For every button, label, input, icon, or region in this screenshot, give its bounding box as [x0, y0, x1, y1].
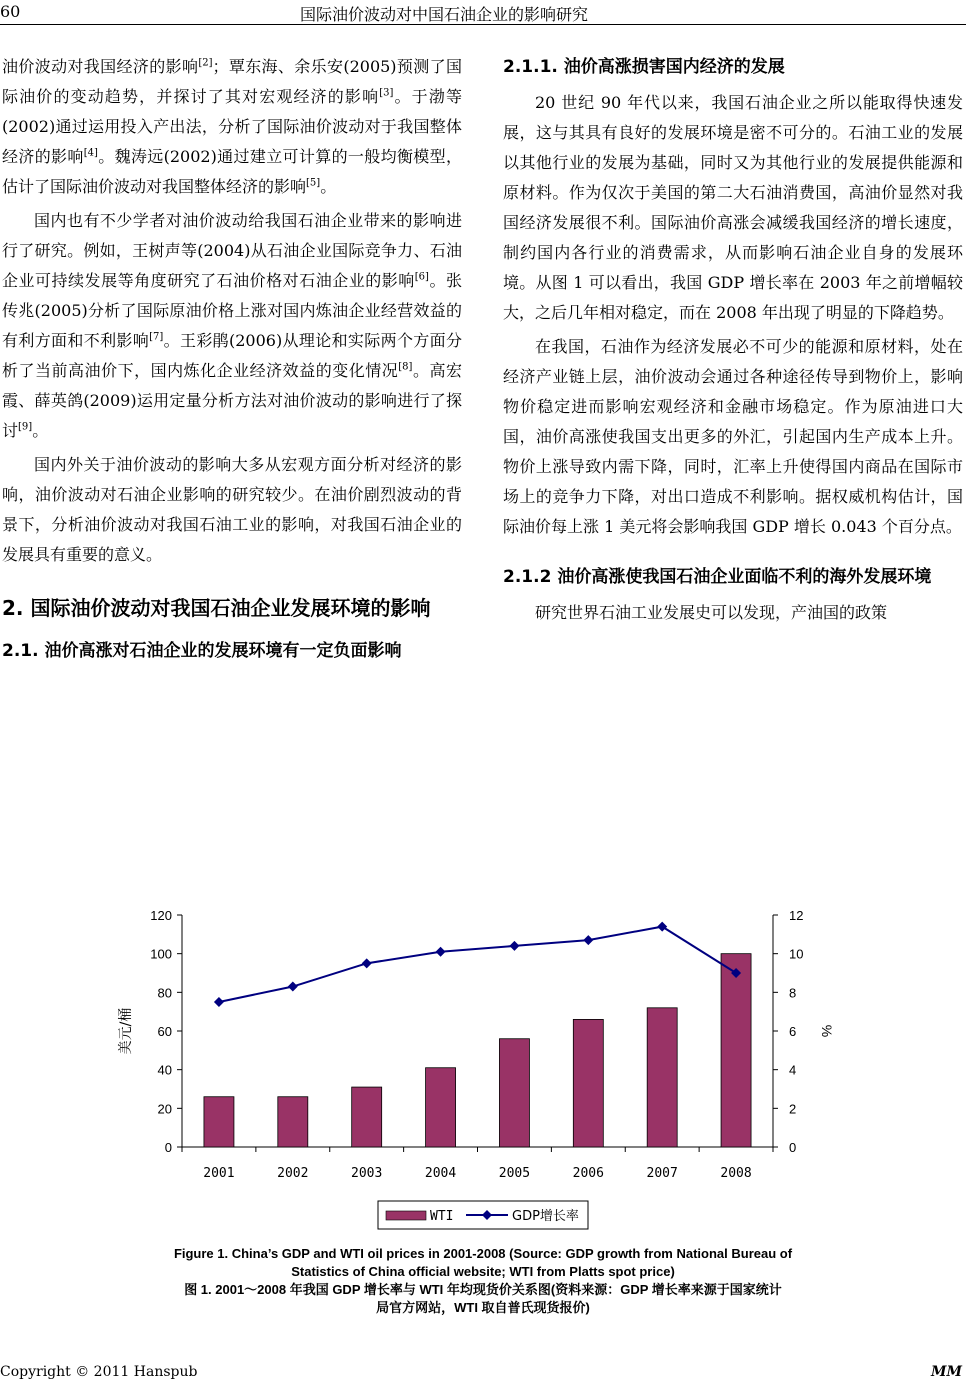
- citation-ref: [4]: [83, 147, 98, 159]
- x-tick-label: 2004: [424, 1166, 457, 1181]
- gdp-growth-point: [214, 997, 224, 1007]
- right-tick-label: 2: [789, 1101, 797, 1117]
- wti-bar: [426, 1068, 456, 1147]
- citation-ref: [7]: [149, 331, 164, 343]
- x-tick-label: 2006: [572, 1166, 604, 1181]
- gdp-growth-point: [436, 947, 446, 957]
- left-axis-label: 美元/桶: [118, 1007, 134, 1055]
- wti-bar: [499, 1039, 529, 1147]
- legend-gdp-label: GDP增长率: [512, 1209, 579, 1224]
- left-tick-label: 20: [157, 1101, 172, 1117]
- paragraph-literature-2: 国内也有不少学者对油价波动给我国石油企业带来的影响进行了研究。例如，王树声等(2004)从石油企业国际竞争力、石油企业可持续发展等角度研究了石油价格对石油企业的影响[6]。张传兆(2005)分析了国际原油价格上涨对国内炼油企业经营效益的有利方面和不利影响[7]。王彩鹃(2006)从理论和实际两个方面分析了当前高油价下，国内炼化企业经济效益的变化情况[8]。高宏霞、薛英鸽(2009)运用定量分析方法对油价波动的影响进行了探讨[9]。: [2, 211, 462, 440]
- legend-wti-label: WTI: [430, 1209, 454, 1224]
- paragraph-literature-3: 国内外关于油价波动的影响大多从宏观方面分析对经济的影响，油价波动对石油企业影响的研究较少。在油价剧烈波动的背景下，分析油价波动对我国石油工业的影响，对我国石油企业的发展具有重要的意义。: [2, 455, 462, 564]
- left-tick-label: 100: [150, 946, 172, 962]
- left-column: [2, 52, 462, 672]
- wti-bar: [278, 1097, 308, 1147]
- left-tick-label: 0: [164, 1140, 172, 1155]
- x-tick-label: 2001: [203, 1166, 235, 1181]
- section-heading-2-1: 2.1. 油价高涨对石油企业的发展环境有一定负面影响: [2, 641, 402, 661]
- wti-bar: [647, 1008, 677, 1147]
- figure-1-chart: [110, 895, 856, 1235]
- section-heading-2-1-1: 2.1.1. 油价高涨损害国内经济的发展: [503, 57, 785, 77]
- paragraph-literature-1: 油价波动对我国经济的影响[2]；覃东海、余乐安(2005)预测了国际油价的变动趋势，并探讨了其对宏观经济的影响[3]。于渤等(2002)通过运用投入产出法，分析了国际油价波动对于我国整体经济的影响[4]。魏涛远(2002)通过建立可计算的一般均衡模型，估计了国际油价波动对我国整体经济的影响[5]。: [2, 57, 462, 196]
- wti-bar: [352, 1087, 382, 1147]
- left-tick-label: 120: [150, 908, 172, 923]
- citation-ref: [9]: [18, 421, 33, 433]
- gdp-growth-point: [583, 935, 593, 945]
- caption-zh-line2: 局官方网站，WTI 取自普氏现货报价): [376, 1300, 590, 1315]
- paragraph-2-1-1-b: 在我国，石油作为经济发展必不可少的能源和原材料，处在经济产业链上层，油价波动会通过各种途径传导到物价上，影响物价稳定进而影响宏观经济和金融市场稳定。作为原油进口大国，油价高涨使我国支出更多的外汇，引起国内生产成本上升。物价上涨导致内需下降，同时，汇率上升使得国内商品在国际市场上的竞争力下降，对出口造成不利影响。据权威机构估计，国际油价每上涨 1 美元将会影响我国 GDP 增长 0.043 个百分点。: [503, 337, 963, 536]
- citation-ref: [3]: [379, 87, 394, 99]
- gdp-growth-point: [509, 941, 519, 951]
- caption-en-line1: Figure 1. China’s GDP and WTI oil prices in 2001-2008 (Source: GDP growth from National Bureau of: [173, 1246, 793, 1261]
- x-tick-label: 2008: [720, 1166, 752, 1181]
- page-number: 60: [0, 2, 21, 21]
- gdp-growth-point: [657, 922, 667, 932]
- copyright: Copyright © 2011 Hanspub: [0, 1364, 198, 1380]
- wti-bar: [204, 1097, 234, 1147]
- header-rule: [0, 24, 966, 25]
- left-tick-label: 40: [157, 1062, 172, 1078]
- right-tick-label: 0: [789, 1140, 797, 1155]
- gdp-growth-point: [288, 982, 298, 992]
- right-column: [503, 52, 963, 632]
- citation-ref: [6]: [414, 271, 429, 283]
- wti-bar: [573, 1019, 603, 1147]
- citation-ref: [5]: [306, 177, 321, 189]
- left-tick-label: 60: [157, 1024, 172, 1039]
- running-title: 国际油价波动对中国石油企业的影响研究: [300, 5, 589, 24]
- left-tick-label: 80: [157, 985, 172, 1001]
- x-tick-label: 2002: [277, 1166, 309, 1181]
- legend-wti-swatch: [386, 1211, 426, 1220]
- gdp-growth-point: [362, 958, 372, 968]
- right-tick-label: 10: [789, 946, 804, 962]
- caption-zh-line1: 图 1. 2001～2008 年我国 GDP 增长率与 WTI 年均现货价关系图(资料来源：GDP 增长率来源于国家统计: [184, 1282, 782, 1297]
- right-axis-label: %: [819, 1024, 835, 1038]
- citation-ref: [8]: [398, 361, 413, 373]
- right-tick-label: 12: [789, 908, 804, 923]
- paragraph-2-1-2-a: 研究世界石油工业发展史可以发现，产油国的政策: [535, 603, 888, 622]
- citation-ref: [2]: [198, 57, 213, 69]
- x-tick-label: 2003: [351, 1166, 383, 1181]
- journal-abbrev: MM: [931, 1364, 962, 1380]
- figure-caption: [100, 1245, 866, 1317]
- section-heading-2-1-2: 2.1.2 油价高涨使我国石油企业面临不利的海外发展环境: [503, 567, 932, 587]
- right-tick-label: 6: [789, 1024, 797, 1039]
- wti-bar: [721, 954, 751, 1147]
- chart-svg: [110, 895, 856, 1235]
- section-heading-2: 2. 国际油价波动对我国石油企业发展环境的影响: [2, 596, 431, 620]
- caption-en-line2: Statistics of China official website; WTI from Platts spot price): [291, 1264, 675, 1279]
- x-tick-label: 2005: [498, 1166, 531, 1181]
- gdp-growth-line: [219, 927, 736, 1002]
- right-tick-label: 4: [789, 1062, 797, 1078]
- paragraph-2-1-1-a: 20 世纪 90 年代以来，我国石油企业之所以能取得快速发展，这与其具有良好的发展环境是密不可分的。石油工业的发展以其他行业的发展为基础，同时又为其他行业的发展提供能源和原材料。作为仅次于美国的第二大石油消费国，高油价显然对我国经济发展很不利。国际油价高涨会减缓我国经济的增长速度，制约国内各行业的消费需求，从而影响石油企业自身的发展环境。从图 1 可以看出，我国 GDP 增长率在 2003 年之前增幅较大，之后几年相对稳定，而在 2008 年出现了明显的下降趋势。: [503, 93, 963, 322]
- right-tick-label: 8: [789, 985, 797, 1001]
- x-tick-label: 2007: [646, 1166, 678, 1181]
